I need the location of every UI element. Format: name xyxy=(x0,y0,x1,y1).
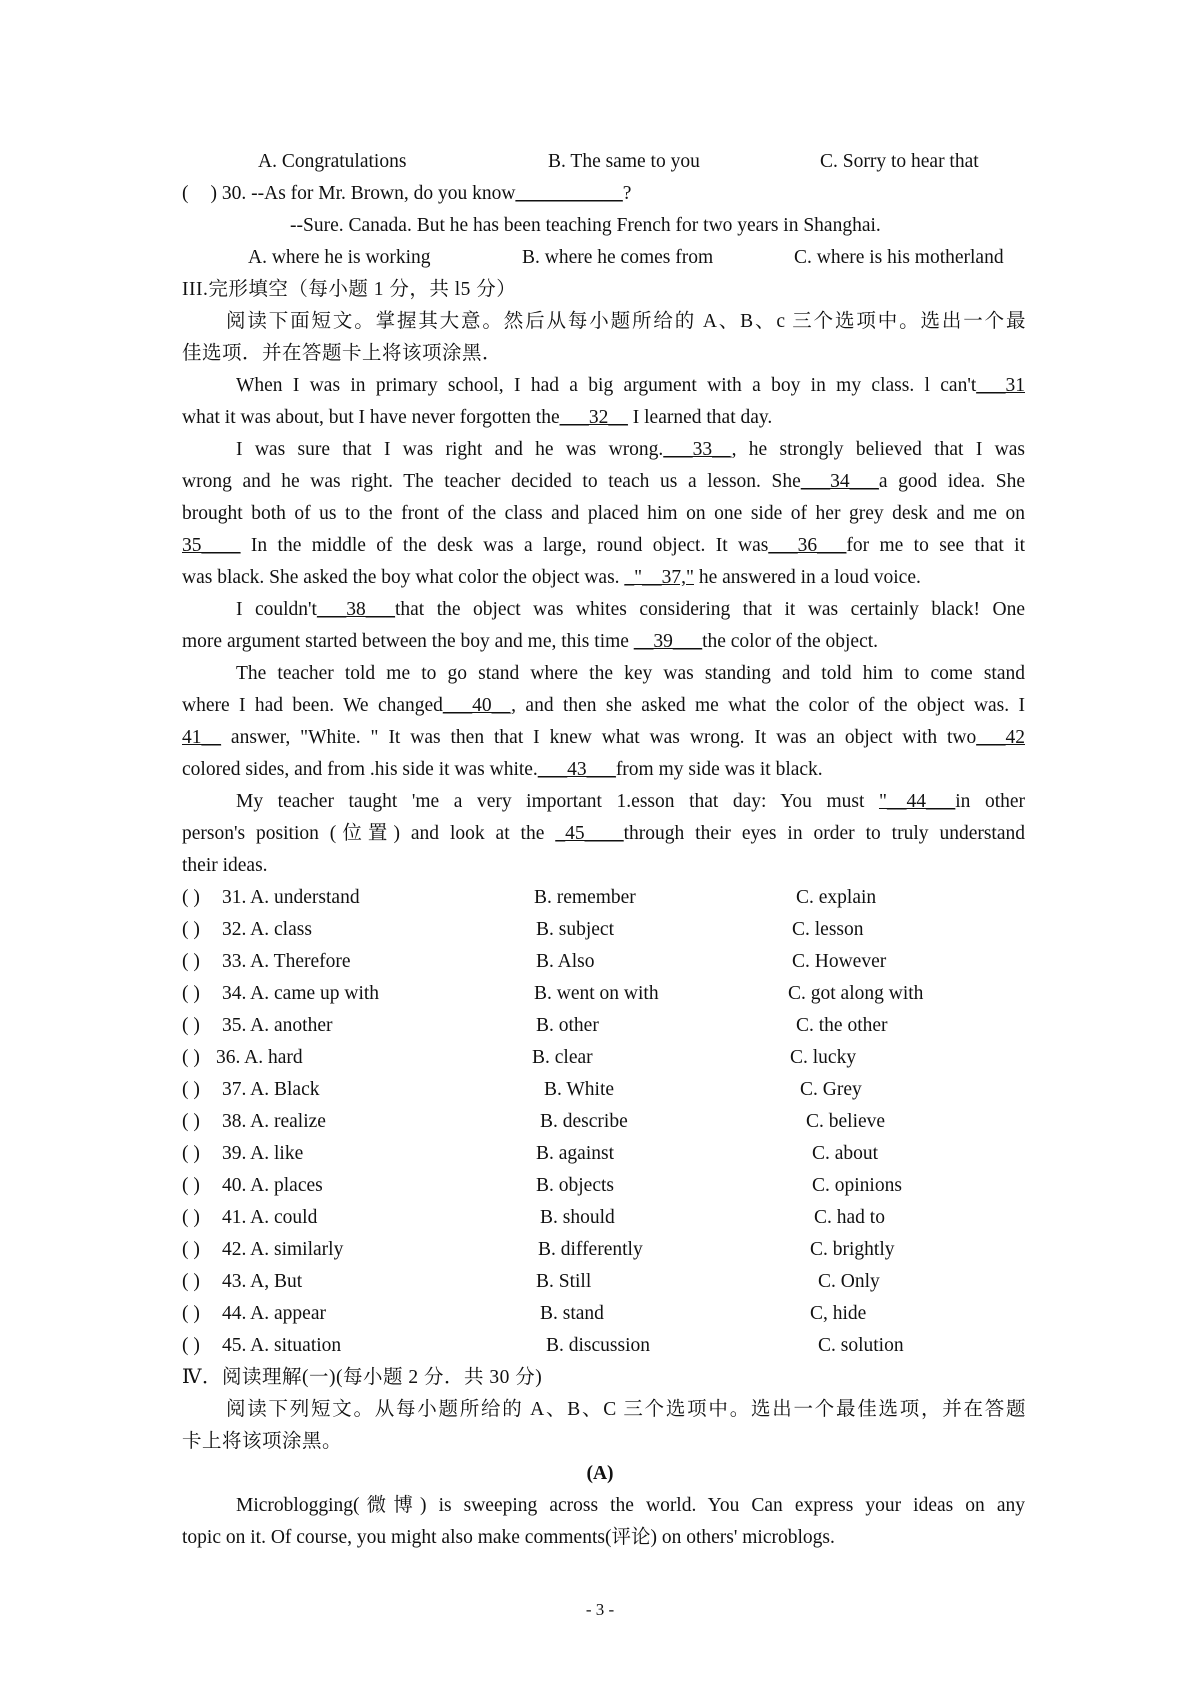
q30-blank: ___________ xyxy=(515,183,623,204)
q30-option-b: B. where he comes from xyxy=(522,247,714,268)
q30-stem-line xyxy=(182,182,631,206)
blank-31: ___31 xyxy=(976,375,1025,396)
question-39-option-b: B. against xyxy=(536,1143,614,1164)
question-44-option-b: B. stand xyxy=(540,1303,604,1324)
passage-line: colored sides, and from .his side it was white.___43___from my side was it black. xyxy=(182,759,823,780)
q29-option-b: B. The same to you xyxy=(548,151,700,172)
question-44-option-c: C, hide xyxy=(810,1303,867,1324)
passage-line: 35____ In the middle of the desk was a large, round object. It was___36___for me to see that it xyxy=(182,535,1025,556)
blank-40: ___40__, xyxy=(442,695,517,716)
question-38-option-c: C. believe xyxy=(806,1111,886,1132)
part-a-heading: (A) xyxy=(586,1463,614,1484)
question-43-stem: 43. A, But xyxy=(222,1271,303,1292)
question-35-paren: ( ) xyxy=(182,1015,200,1036)
question-34-paren: ( ) xyxy=(182,983,200,1004)
question-41-option-b: B. should xyxy=(540,1207,615,1228)
question-33-option-b: B. Also xyxy=(536,951,595,972)
question-36-option-b: B. clear xyxy=(532,1047,593,1068)
question-33-option-c: C. However xyxy=(792,951,887,972)
question-33-stem: 33. A. Therefore xyxy=(222,951,351,972)
question-36-paren: ( ) xyxy=(182,1047,200,1068)
blank-39: __39___ xyxy=(633,631,703,652)
q30-stem: 30. --As for Mr. Brown, do you know xyxy=(221,183,516,204)
section3-instruction-line2: 佳选项．并在答题卡上将该项涂黑． xyxy=(182,343,503,364)
question-32-stem: 32. A. class xyxy=(222,919,312,940)
passage-line: what it was about, but I have never forgotten the___32__ I learned that day. xyxy=(182,407,773,428)
section4-instruction-line2: 卡上将该项涂黑。 xyxy=(182,1431,343,1452)
question-45-option-c: C. solution xyxy=(818,1335,904,1356)
blank-35: 35____ xyxy=(182,535,241,556)
question-43-option-b: B. Still xyxy=(536,1271,592,1292)
blank-38: ___38___ xyxy=(316,599,395,620)
question-33-paren: ( ) xyxy=(182,951,200,972)
question-34-stem: 34. A. came up with xyxy=(222,983,380,1004)
question-32-option-c: C. lesson xyxy=(792,919,864,940)
passage-line: their ideas. xyxy=(182,855,268,876)
passage-line: where I had been. We changed___40__, and then she asked me what the color of the object was. I xyxy=(182,695,1025,716)
question-39-stem: 39. A. like xyxy=(222,1143,304,1164)
section3-instruction-line1: 阅读下面短文。掌握其大意。然后从每小题所给的 A、B、c 三个选项中。选出一个最 xyxy=(226,311,1026,332)
question-39-option-c: C. about xyxy=(812,1143,879,1164)
question-37-option-b: B. White xyxy=(544,1079,615,1100)
question-31-paren: ( ) xyxy=(182,887,200,908)
blank-44: "__44___ xyxy=(878,791,956,812)
question-41-stem: 41. A. could xyxy=(222,1207,318,1228)
question-42-option-c: C. brightly xyxy=(810,1239,895,1260)
question-42-paren: ( ) xyxy=(182,1239,200,1260)
question-31-option-b: B. remember xyxy=(534,887,636,908)
blank-37: _"__37," xyxy=(624,567,694,588)
blank-36: ___36___ xyxy=(768,535,847,556)
question-32-paren: ( ) xyxy=(182,919,200,940)
blank-32: ___32__ xyxy=(559,407,628,428)
q29-option-c: C. Sorry to hear that xyxy=(820,151,979,172)
passage-line: was black. She asked the boy what color the object was. _"__37," he answered in a loud voice. xyxy=(182,567,921,588)
question-31-stem: 31. A. understand xyxy=(222,887,360,908)
question-31-option-c: C. explain xyxy=(796,887,877,908)
blank-42: ___42 xyxy=(976,727,1025,748)
question-43-paren: ( ) xyxy=(182,1271,200,1292)
passage-line: When I was in primary school, I had a big argument with a boy in my class. l can't___31 xyxy=(236,375,1025,396)
question-35-option-b: B. other xyxy=(536,1015,599,1036)
question-39-paren: ( ) xyxy=(182,1143,200,1164)
question-45-paren: ( ) xyxy=(182,1335,200,1356)
page-number: - 3 - xyxy=(585,1600,615,1619)
passage-line: My teacher taught 'me a very important 1.esson that day: You must "__44___in other xyxy=(236,791,1026,812)
passage-line: The teacher told me to go stand where the key was standing and told him to come stand xyxy=(236,663,1025,684)
question-36-option-c: C. lucky xyxy=(790,1047,857,1068)
passage-line: I was sure that I was right and he was wrong.___33__, he strongly believed that I was xyxy=(236,439,1025,460)
passage-line: wrong and he was right. The teacher decided to teach us a lesson. She___34___a good idea. She xyxy=(182,471,1025,492)
question-37-option-c: C. Grey xyxy=(800,1079,862,1100)
question-34-option-b: B. went on with xyxy=(534,983,659,1004)
question-38-stem: 38. A. realize xyxy=(222,1111,326,1132)
question-40-option-c: C. opinions xyxy=(812,1175,902,1196)
blank-43: ___43___ xyxy=(537,759,616,780)
passage-line: I couldn't___38___that the object was whites considering that it was certainly black! One xyxy=(236,599,1026,620)
answer-paren-open: ( xyxy=(182,183,189,204)
passage-line: 41__ answer, "White. " It was then that I knew what was wrong. It was an object with two___42 xyxy=(182,727,1025,748)
blank-33: ___33__, xyxy=(663,439,737,460)
section3-heading: III.完形填空（每小题 1 分，共 l5 分） xyxy=(182,279,517,300)
q29-option-a: A. Congratulations xyxy=(258,151,407,172)
question-38-paren: ( ) xyxy=(182,1111,200,1132)
question-36-stem: 36. A. hard xyxy=(216,1047,303,1068)
question-40-option-b: B. objects xyxy=(536,1175,614,1196)
q30-option-c: C. where is his motherland xyxy=(794,247,1004,268)
part-a-line1: Microblogging(微博) is sweeping across the world. You Can express your ideas on any xyxy=(236,1495,1025,1516)
q30-option-a: A. where he is working xyxy=(248,247,431,268)
passage-line: person's position (位置) and look at the _45____through their eyes in order to truly understand xyxy=(182,823,1026,844)
part-a-line2: topic on it. Of course, you might also make comments(评论) on others' microblogs. xyxy=(182,1527,835,1548)
question-37-paren: ( ) xyxy=(182,1079,200,1100)
question-44-paren: ( ) xyxy=(182,1303,200,1324)
question-35-stem: 35. A. another xyxy=(222,1015,333,1036)
question-37-stem: 37. A. Black xyxy=(222,1079,320,1100)
question-40-paren: ( ) xyxy=(182,1175,200,1196)
question-42-option-b: B. differently xyxy=(538,1239,643,1260)
q30-end: ? xyxy=(622,183,632,204)
passage-line: more argument started between the boy and me, this time __39___the color of the object. xyxy=(182,631,879,652)
question-40-stem: 40. A. places xyxy=(222,1175,323,1196)
passage-line: brought both of us to the front of the class and placed him on one side of her grey desk and me on xyxy=(182,503,1025,524)
question-38-option-b: B. describe xyxy=(540,1111,628,1132)
question-34-option-c: C. got along with xyxy=(788,983,924,1004)
question-44-stem: 44. A. appear xyxy=(222,1303,326,1324)
answer-paren-close: ) xyxy=(210,183,217,204)
question-43-option-c: C. Only xyxy=(818,1271,880,1292)
question-35-option-c: C. the other xyxy=(796,1015,888,1036)
question-41-paren: ( ) xyxy=(182,1207,200,1228)
blank-45: _45____ xyxy=(555,823,624,844)
blank-34: ___34___ xyxy=(800,471,879,492)
question-45-option-b: B. discussion xyxy=(546,1335,651,1356)
section4-heading: Ⅳ．阅读理解(一)(每小题 2 分．共 30 分) xyxy=(182,1367,543,1388)
question-41-option-c: C. had to xyxy=(814,1207,885,1228)
q30-reply: --Sure. Canada. But he has been teaching French for two years in Shanghai. xyxy=(290,215,881,236)
question-32-option-b: B. subject xyxy=(536,919,614,940)
question-42-stem: 42. A. similarly xyxy=(222,1239,344,1260)
blank-41: 41__ xyxy=(182,727,221,748)
question-45-stem: 45. A. situation xyxy=(222,1335,342,1356)
section4-instruction-line1: 阅读下列短文。从每小题所给的 A、B、C 三个选项中。选出一个最佳选项，并在答题 xyxy=(226,1399,1026,1420)
